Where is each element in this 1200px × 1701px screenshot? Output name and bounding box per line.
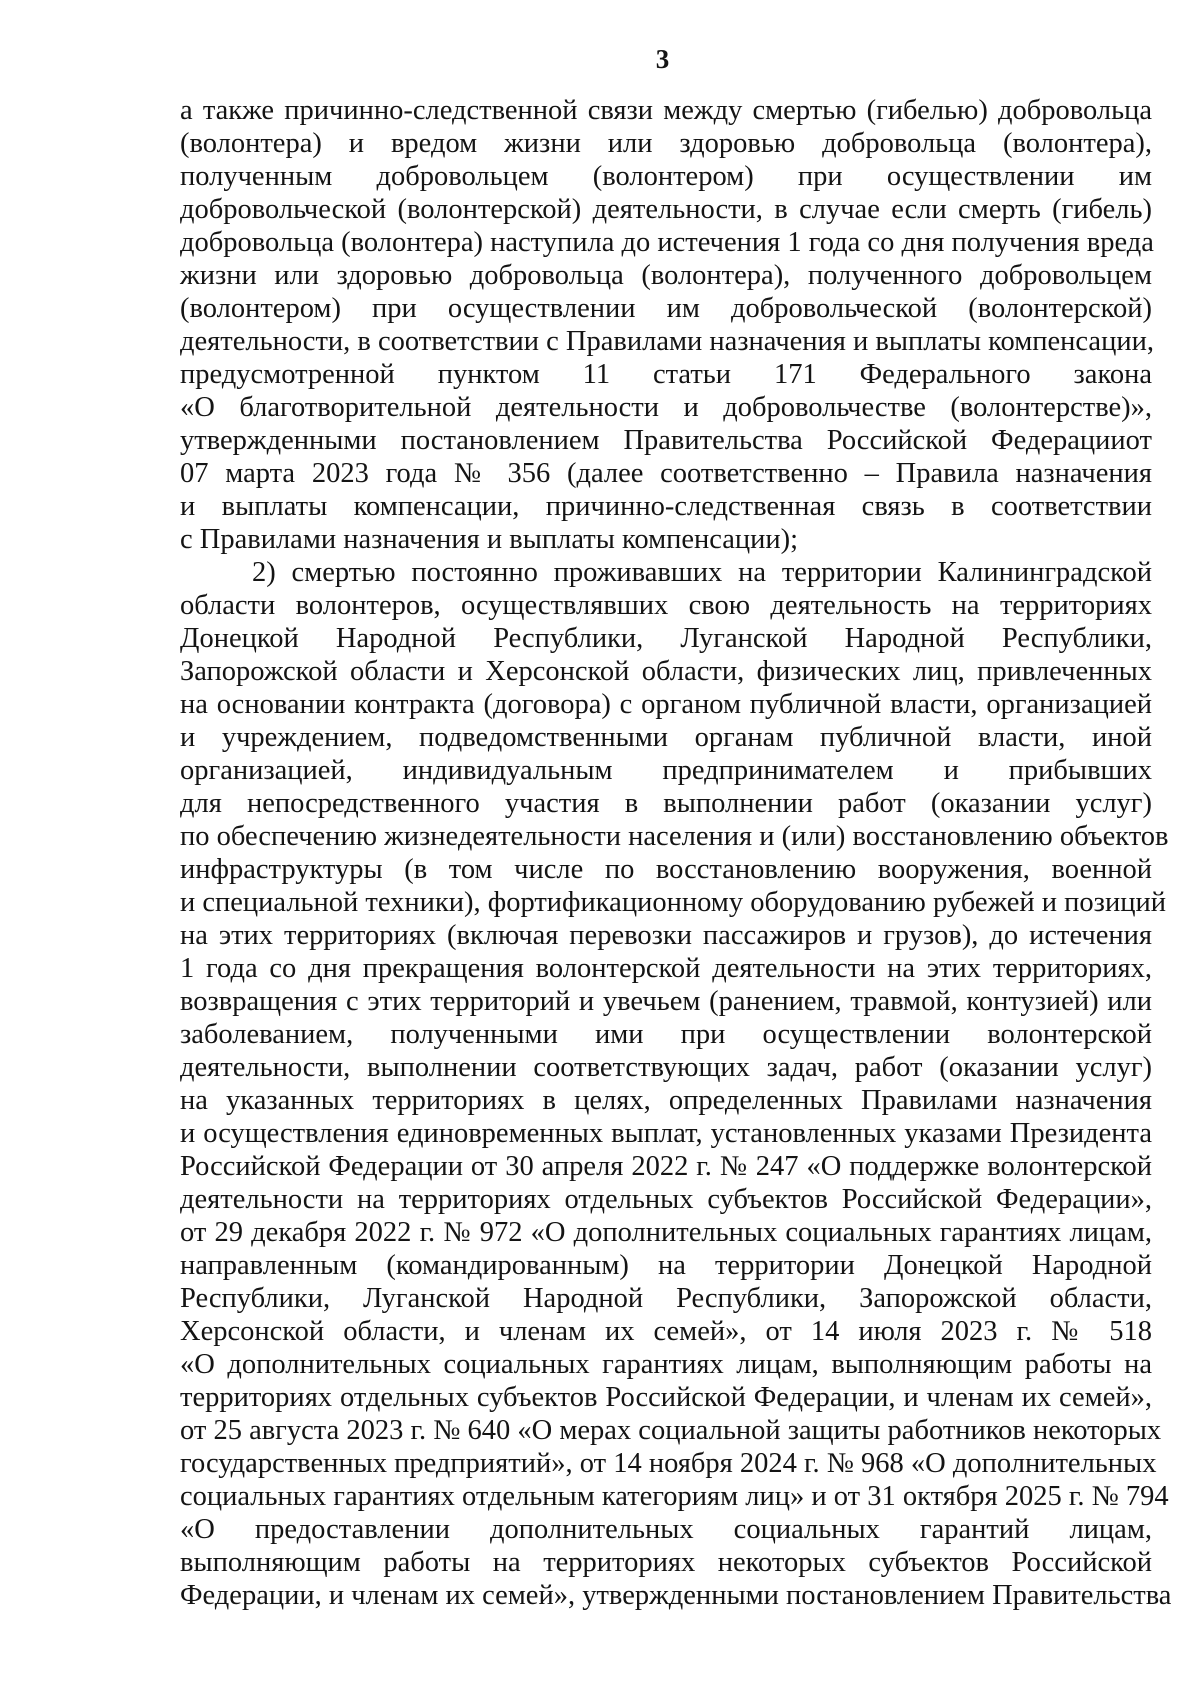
- text-line: территориях отдельных субъектов Российской Федерации, и членам их семей»,: [180, 1382, 1152, 1413]
- text-line: Херсонской области, и членам их семей», от 14 июля 2023 г. № 518: [180, 1316, 1152, 1347]
- text-line: направленным (командированным) на территории Донецкой Народной: [180, 1250, 1152, 1281]
- text-line: от 25 августа 2023 г. № 640 «О мерах социальной защиты работников некоторых: [180, 1415, 1162, 1446]
- text-line: для непосредственного участия в выполнении работ (оказании услуг): [180, 788, 1152, 819]
- text-line: (волонтера) и вредом жизни или здоровью добровольца (волонтера),: [180, 128, 1152, 159]
- text-line: и осуществления единовременных выплат, установленных указами Президента: [180, 1118, 1152, 1149]
- text-line: и выплаты компенсации, причинно-следственная связь в соответствии: [180, 491, 1152, 522]
- text-line: организацией, индивидуальным предпринимателем и прибывших: [180, 755, 1152, 786]
- text-line: «О предоставлении дополнительных социальных гарантий лицам,: [180, 1514, 1152, 1545]
- text-line: выполняющим работы на территориях некоторых субъектов Российской: [180, 1547, 1152, 1578]
- text-line: полученным добровольцем (волонтером) при осуществлении им: [180, 161, 1152, 192]
- text-line: возвращения с этих территорий и увечьем (ранением, травмой, контузией) или: [180, 986, 1152, 1017]
- text-line: на этих территориях (включая перевозки пассажиров и грузов), до истечения: [180, 920, 1152, 951]
- document-body: [180, 94, 1172, 1612]
- text-line: области волонтеров, осуществлявших свою деятельность на территориях: [180, 590, 1152, 621]
- text-line: 07 марта 2023 года № 356 (далее соответственно – Правила назначения: [180, 458, 1152, 489]
- text-line: добровольческой (волонтерской) деятельности, в случае если смерть (гибель): [180, 194, 1152, 225]
- text-line: на указанных территориях в целях, определенных Правилами назначения: [180, 1085, 1152, 1116]
- text-line: на основании контракта (договора) с органом публичной власти, организацией: [180, 689, 1152, 720]
- text-line: от 29 декабря 2022 г. № 972 «О дополнительных социальных гарантиях лицам,: [180, 1217, 1152, 1248]
- text-line: деятельности, в соответствии с Правилами назначения и выплаты компенсации,: [180, 326, 1154, 357]
- text-line: (волонтером) при осуществлении им добровольческой (волонтерской): [180, 293, 1152, 324]
- text-line: по обеспечению жизнедеятельности населения и (или) восстановлению объектов: [180, 821, 1169, 852]
- text-line: «О дополнительных социальных гарантиях лицам, выполняющим работы на: [180, 1349, 1152, 1380]
- text-line: социальных гарантиях отдельным категориям лиц» и от 31 октября 2025 г. № 794: [180, 1481, 1169, 1512]
- text-line: а также причинно-следственной связи между смертью (гибелью) добровольца: [180, 95, 1152, 126]
- text-line: «О благотворительной деятельности и добровольчестве (волонтерстве)»,: [180, 392, 1152, 423]
- text-line: с Правилами назначения и выплаты компенсации);: [180, 524, 799, 555]
- text-line: заболеванием, полученными ими при осуществлении волонтерской: [180, 1019, 1152, 1050]
- text-line: Российской Федерации от 30 апреля 2022 г. № 247 «О поддержке волонтерской: [180, 1151, 1152, 1182]
- text-line: деятельности, выполнении соответствующих задач, работ (оказании услуг): [180, 1052, 1152, 1083]
- page-number: 3: [655, 44, 670, 74]
- text-line: Запорожской области и Херсонской области, физических лиц, привлеченных: [180, 656, 1152, 687]
- text-line: 1 года со дня прекращения волонтерской деятельности на этих территориях,: [180, 953, 1152, 984]
- text-line: деятельности на территориях отдельных субъектов Российской Федерации»,: [180, 1184, 1152, 1215]
- text-line: и учреждением, подведомственными органам публичной власти, иной: [180, 722, 1152, 753]
- text-line: Республики, Луганской Народной Республики, Запорожской области,: [180, 1283, 1152, 1314]
- text-line: добровольца (волонтера) наступила до истечения 1 года со дня получения вреда: [180, 227, 1154, 258]
- paragraph-first-line: 2) смертью постоянно проживавших на территории Калининградской: [252, 557, 1152, 588]
- text-line: и специальной техники), фортификационному оборудованию рубежей и позиций: [180, 887, 1166, 918]
- text-line: государственных предприятий», от 14 ноября 2024 г. № 968 «О дополнительных: [180, 1448, 1157, 1479]
- text-line: Федерации, и членам их семей», утвержденными постановлением Правительства: [180, 1580, 1172, 1611]
- text-line: инфраструктуры (в том числе по восстановлению вооружения, военной: [180, 854, 1152, 885]
- text-line: утвержденными постановлением Правительства Российской Федерацииот: [180, 425, 1152, 456]
- text-line: жизни или здоровью добровольца (волонтера), полученного добровольцем: [180, 260, 1152, 291]
- text-line: предусмотренной пунктом 11 статьи 171 Федерального закона: [180, 359, 1152, 390]
- text-line: Донецкой Народной Республики, Луганской Народной Республики,: [180, 623, 1152, 654]
